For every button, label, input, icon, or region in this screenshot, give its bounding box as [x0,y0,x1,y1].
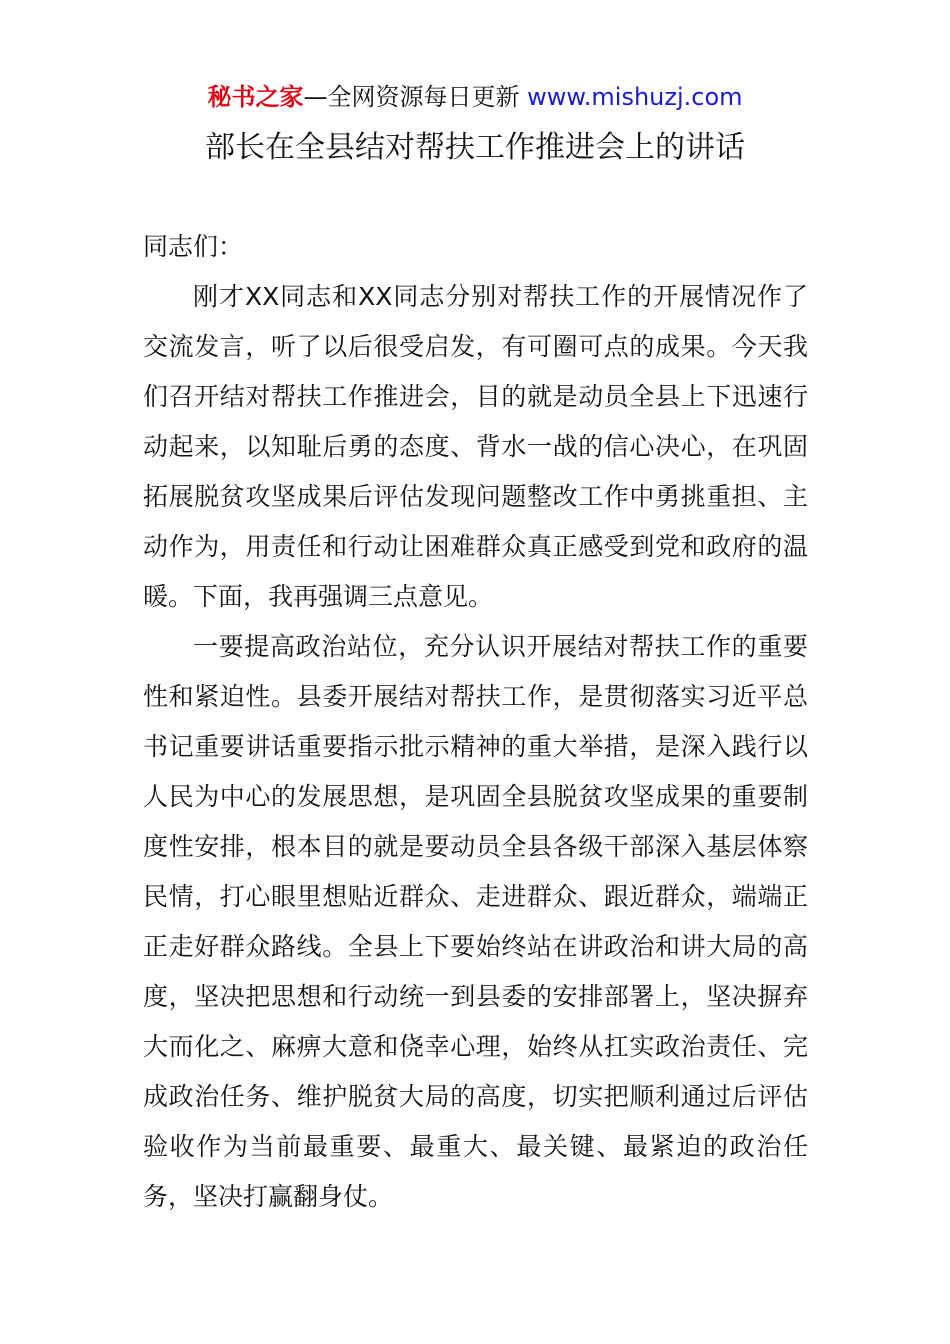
salutation: 同志们： [143,232,244,261]
document-body [143,222,808,1222]
paragraph-1: 刚才XX同志和XX同志分别对帮扶工作的开展情况作了交流发言，听了以后很受启发，有可圈可点的成果。今天我们召开结对帮扶工作推进会，目的就是动员全县上下迅速行动起来，以知耻后勇的态度、背水一战的信心决心，在巩固拓展脱贫攻坚成果后评估发现问题整改工作中勇挑重担、主动作为，用责任和行动让困难群众真正感受到党和政府的温暖。下面，我再强调三点意见。 [143,282,808,611]
document-title: 部长在全县结对帮扶工作推进会上的讲话 [205,130,745,165]
paragraph-2: 一要提高政治站位，充分认识开展结对帮扶工作的重要性和紧迫性。县委开展结对帮扶工作，是贯彻落实习近平总书记重要讲话重要指示批示精神的重大举措，是深入践行以人民为中心的发展思想，是巩固全县脱贫攻坚成果的重要制度性安排，根本目的就是要动员全县各级干部深入基层体察民情，打心眼里想贴近群众、走进群众、跟近群众，端端正正走好群众路线。全县上下要始终站在讲政治和讲大局的高度，坚决把思想和行动统一到县委的安排部署上，坚决摒弃大而化之、麻痹大意和侥幸心理，始终从扛实政治责任、完成政治任务、维护脱贫大局的高度，切实把顺利通过后评估验收作为当前最重要、最重大、最关键、最紧迫的政治任务，坚决打赢翻身仗。 [143,632,808,1211]
brand-name: 秘书之家 [207,83,304,111]
site-url[interactable]: www.mishuzj.com [527,83,743,111]
site-tagline: —全网资源每日更新 [303,83,520,111]
site-header [0,80,950,114]
